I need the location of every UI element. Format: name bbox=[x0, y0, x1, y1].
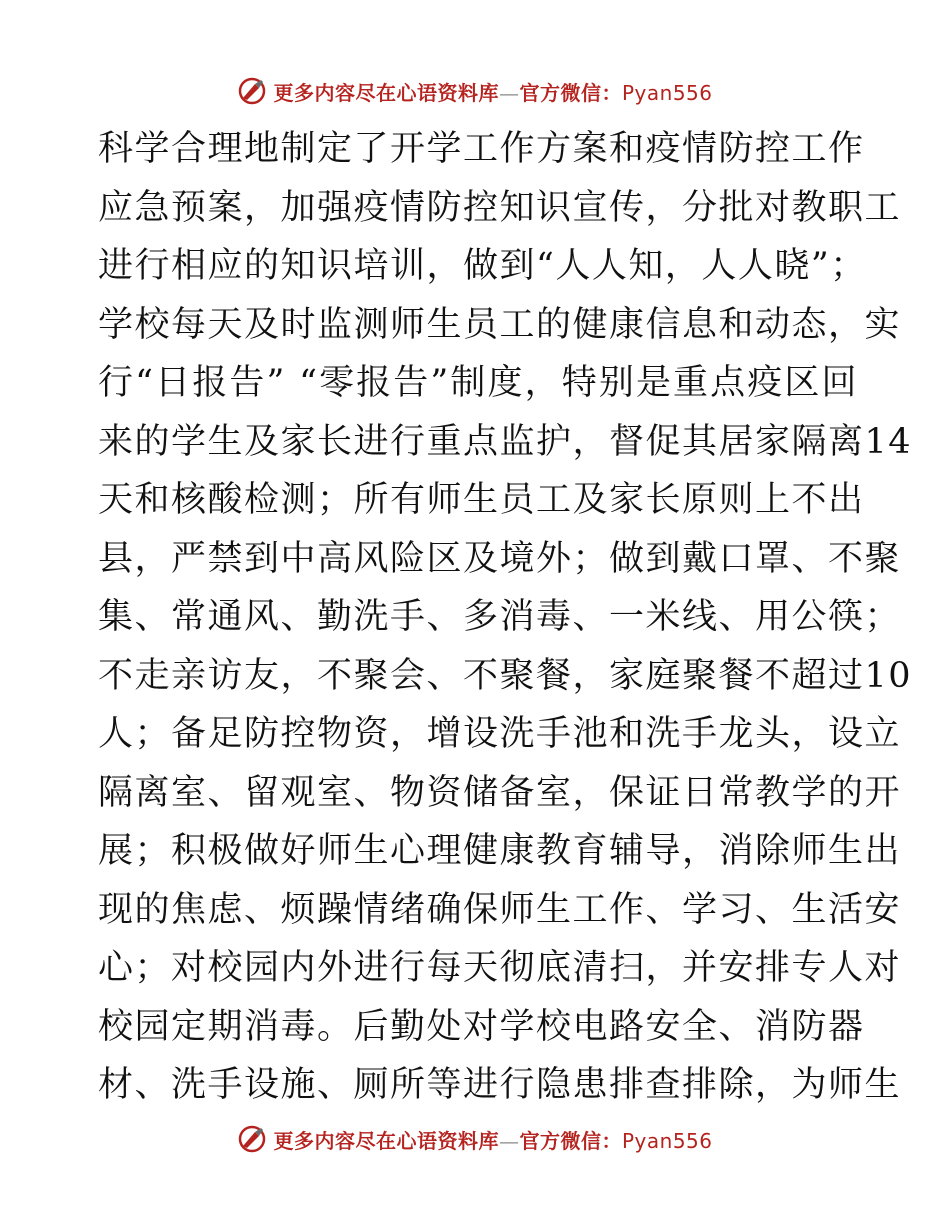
text-line: 展；积极做好师生心理健康教育辅导，消除师生出 bbox=[98, 831, 902, 871]
banner-wechat-id: Pyan556 bbox=[621, 1128, 713, 1153]
text-line: 集、常通风、勤洗手、多消毒、一米线、用公筷； bbox=[98, 597, 902, 637]
text-line: 进行相应的知识培训，做到“人人知，人人晓”； bbox=[98, 246, 867, 286]
text-line: 来的学生及家长进行重点监护，督促其居家隔离14 bbox=[98, 421, 913, 462]
banner-site-text: 更多内容尽在心语资料库 bbox=[273, 80, 499, 105]
text-line: 现的焦虑、烦躁情绪确保师生工作、学习、生活安 bbox=[98, 889, 902, 930]
text-line: 应急预案，加强疫情防控知识宣传，分批对教职工 bbox=[98, 187, 902, 228]
banner-text bbox=[273, 77, 712, 106]
text-line: 材、洗手设施、厕所等进行隐患排查排除，为师生 bbox=[98, 1065, 902, 1105]
footer-banner bbox=[0, 1119, 950, 1159]
text-line: 隔离室、留观室、物资储备室，保证日常教学的开 bbox=[98, 772, 902, 813]
text-line: 校园定期消毒。后勤处对学校电路安全、消防器 bbox=[98, 1006, 865, 1047]
pen-nib-logo-icon bbox=[237, 76, 267, 106]
banner-wechat-id: Pyan556 bbox=[621, 80, 713, 105]
pen-nib-logo-icon bbox=[237, 1124, 267, 1154]
banner-wechat-label: 官方微信： bbox=[519, 1128, 622, 1153]
text-line: 天和核酸检测；所有师生员工及家长原则上不出 bbox=[98, 480, 865, 520]
text-line: 人；备足防控物资，增设洗手池和洗手龙头，设立 bbox=[98, 714, 902, 754]
banner-separator: — bbox=[498, 1128, 520, 1153]
banner-wechat-label: 官方微信： bbox=[519, 80, 622, 105]
banner-separator: — bbox=[498, 80, 520, 105]
text-line: 县，严禁到中高风险区及境外；做到戴口罩、不聚 bbox=[98, 538, 902, 579]
text-line: 科学合理地制定了开学工作方案和疫情防控工作 bbox=[98, 129, 865, 169]
text-line: 心；对校园内外进行每天彻底清扫，并安排专人对 bbox=[98, 948, 902, 988]
text-line: 不走亲访友，不聚会、不聚餐，家庭聚餐不超过10 bbox=[98, 655, 913, 696]
text-line: 行“日报告” “零报告”制度，特别是重点疫区回 bbox=[98, 363, 858, 403]
banner-text bbox=[273, 1125, 712, 1154]
document-body bbox=[98, 120, 913, 1115]
text-line: 学校每天及时监测师生员工的健康信息和动态，实 bbox=[98, 304, 902, 345]
header-banner bbox=[0, 71, 950, 111]
banner-site-text: 更多内容尽在心语资料库 bbox=[273, 1128, 499, 1153]
